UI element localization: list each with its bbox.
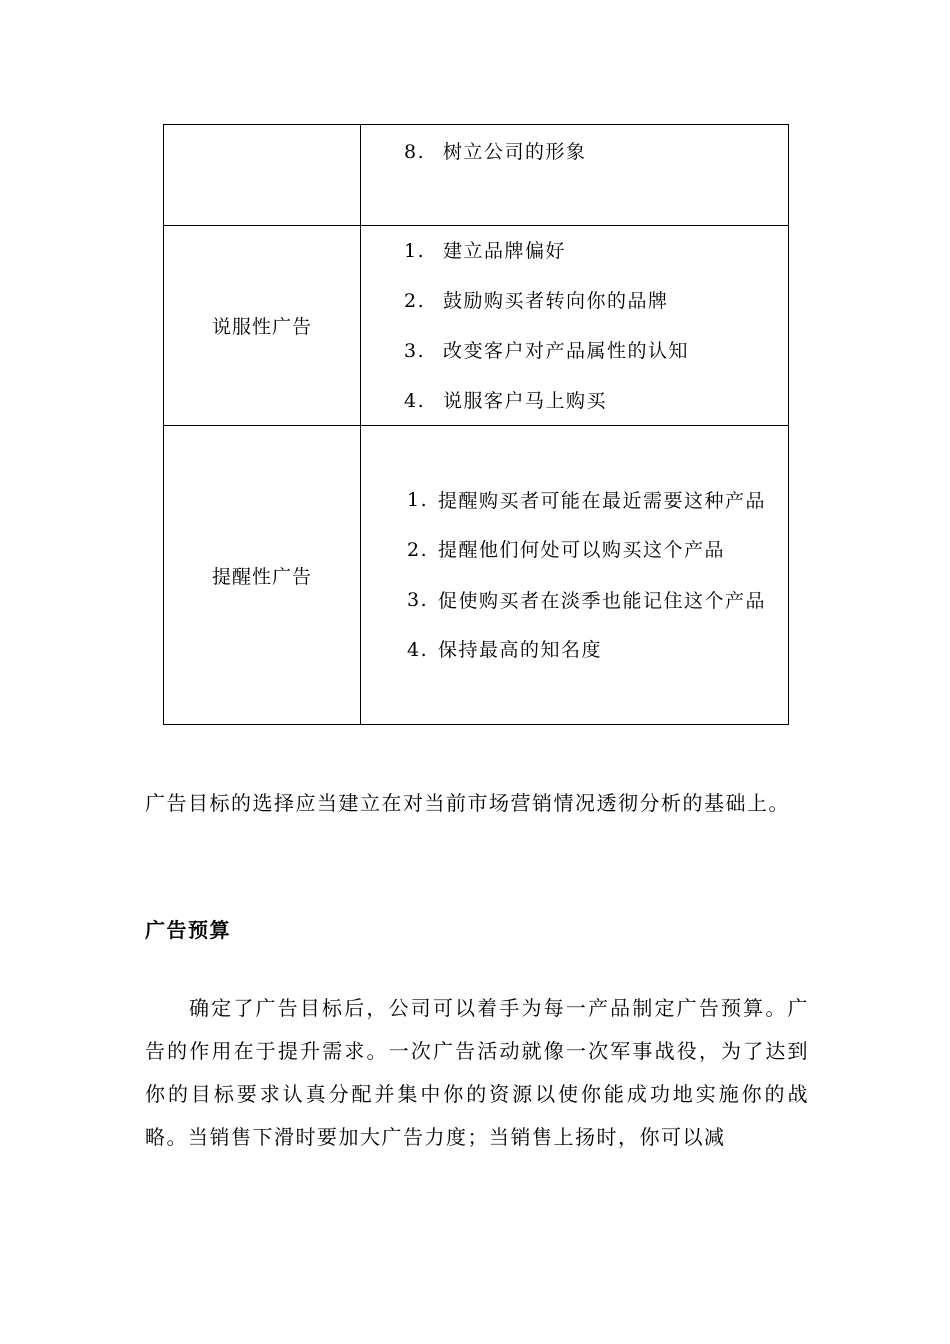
item-number: 4. (407, 639, 429, 661)
ad-type-cell (164, 125, 361, 226)
item-number: 4. (404, 389, 426, 412)
objectives-cell (361, 426, 789, 725)
list-item (361, 588, 788, 613)
section-heading: 广告预算 (145, 918, 231, 942)
item-text: 鼓励购买者转向你的品牌 (443, 289, 669, 312)
list-item (361, 289, 788, 314)
item-number: 3. (407, 589, 429, 611)
objectives-cell (361, 125, 789, 226)
list-item (361, 538, 788, 563)
item-number: 8. (404, 141, 426, 163)
list-item (361, 140, 788, 165)
item-number: 3. (404, 339, 426, 362)
item-text: 说服客户马上购买 (443, 389, 608, 412)
summary-text: 广告目标的选择应当建立在对当前市场营销情况透彻分析的基础上。 (145, 791, 790, 815)
table-row (164, 125, 789, 226)
ad-type-cell: 提醒性广告 (164, 426, 361, 725)
list-item (361, 638, 788, 663)
list-item (361, 239, 788, 264)
item-number: 2. (404, 289, 426, 312)
item-number: 2. (407, 539, 429, 561)
item-text: 树立公司的形象 (443, 141, 587, 163)
item-number: 1. (404, 239, 426, 262)
item-text: 建立品牌偏好 (443, 239, 567, 262)
item-text: 保持最高的知名度 (438, 639, 603, 661)
list-item (361, 339, 788, 364)
item-text: 改变客户对产品属性的认知 (443, 339, 690, 362)
list-item (361, 389, 788, 414)
table-row (164, 426, 789, 725)
body-paragraph: 确定了广告目标后，公司可以着手为每一产品制定广告预算。广告的作用在于提升需求。一次广告活动就像一次军事战役，为了达到你的目标要求认真分配并集中你的资源以使你能成功地实施你的战略。当销售下滑时要加大广告力度；当销售上扬时，你可以减 (145, 996, 809, 1149)
ad-objectives-table (163, 124, 789, 725)
objectives-cell (361, 226, 789, 426)
ad-type-cell: 说服性广告 (164, 226, 361, 426)
item-text: 促使购买者在淡季也能记住这个产品 (438, 590, 767, 612)
objective-list (361, 487, 788, 663)
item-number: 1. (407, 489, 429, 511)
item-text: 提醒他们何处可以购买这个产品 (438, 539, 726, 561)
objective-list (361, 125, 788, 165)
objective-list (361, 238, 788, 414)
table-row (164, 226, 789, 426)
list-item (361, 488, 788, 513)
item-text: 提醒购买者可能在最近需要这种产品 (438, 490, 767, 512)
